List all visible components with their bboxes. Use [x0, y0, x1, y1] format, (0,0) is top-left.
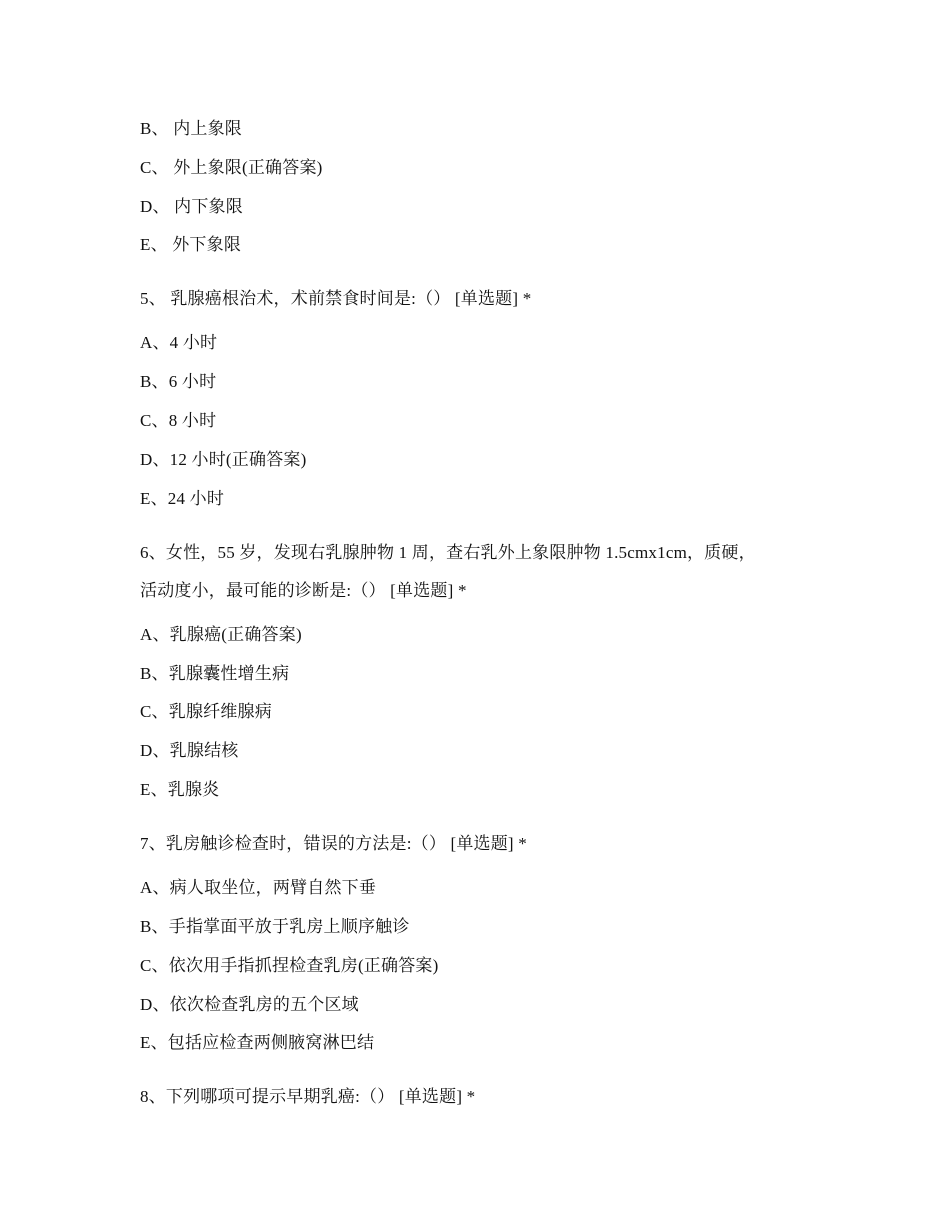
option-q6-e: E、乳腺炎: [140, 780, 220, 799]
option-q4-e: E、 外下象限: [140, 235, 242, 254]
option-q7-c: C、依次用手指抓捏检查乳房(正确答案): [140, 956, 439, 975]
option-q6-a: A、乳腺癌(正确答案): [140, 625, 302, 644]
option-q7-e: E、包括应检查两侧腋窝淋巴结: [140, 1033, 375, 1052]
question-6-text-line-1: 6、女性，55 岁，发现右乳腺肿物 1 周，查右乳外上象限肿物 1.5cmx1cm，质硬，: [140, 543, 756, 562]
option-q6-b: B、乳腺囊性增生病: [140, 664, 290, 683]
question-7-text: 7、乳房触诊检查时，错误的方法是:（） [单选题] *: [140, 834, 527, 853]
option-q7-a: A、病人取坐位，两臂自然下垂: [140, 878, 377, 897]
option-q6-c: C、乳腺纤维腺病: [140, 702, 272, 721]
option-q5-e: E、24 小时: [140, 489, 225, 508]
question-6-text-line-2: 活动度小，最可能的诊断是:（） [单选题] *: [140, 581, 467, 600]
question-8-text: 8、下列哪项可提示早期乳癌:（） [单选题] *: [140, 1087, 476, 1106]
option-q5-d: D、12 小时(正确答案): [140, 450, 307, 469]
option-q4-c: C、 外上象限(正确答案): [140, 158, 323, 177]
option-q5-b: B、6 小时: [140, 372, 217, 391]
option-q7-b: B、手指掌面平放于乳房上顺序触诊: [140, 917, 410, 936]
option-q5-c: C、8 小时: [140, 411, 217, 430]
option-q7-d: D、依次检查乳房的五个区域: [140, 995, 359, 1014]
option-q4-d: D、 内下象限: [140, 197, 243, 216]
option-q4-b: B、 内上象限: [140, 119, 242, 138]
option-q5-a: A、4 小时: [140, 333, 218, 352]
option-q6-d: D、乳腺结核: [140, 741, 239, 760]
question-5-text: 5、 乳腺癌根治术，术前禁食时间是:（） [单选题] *: [140, 289, 532, 308]
